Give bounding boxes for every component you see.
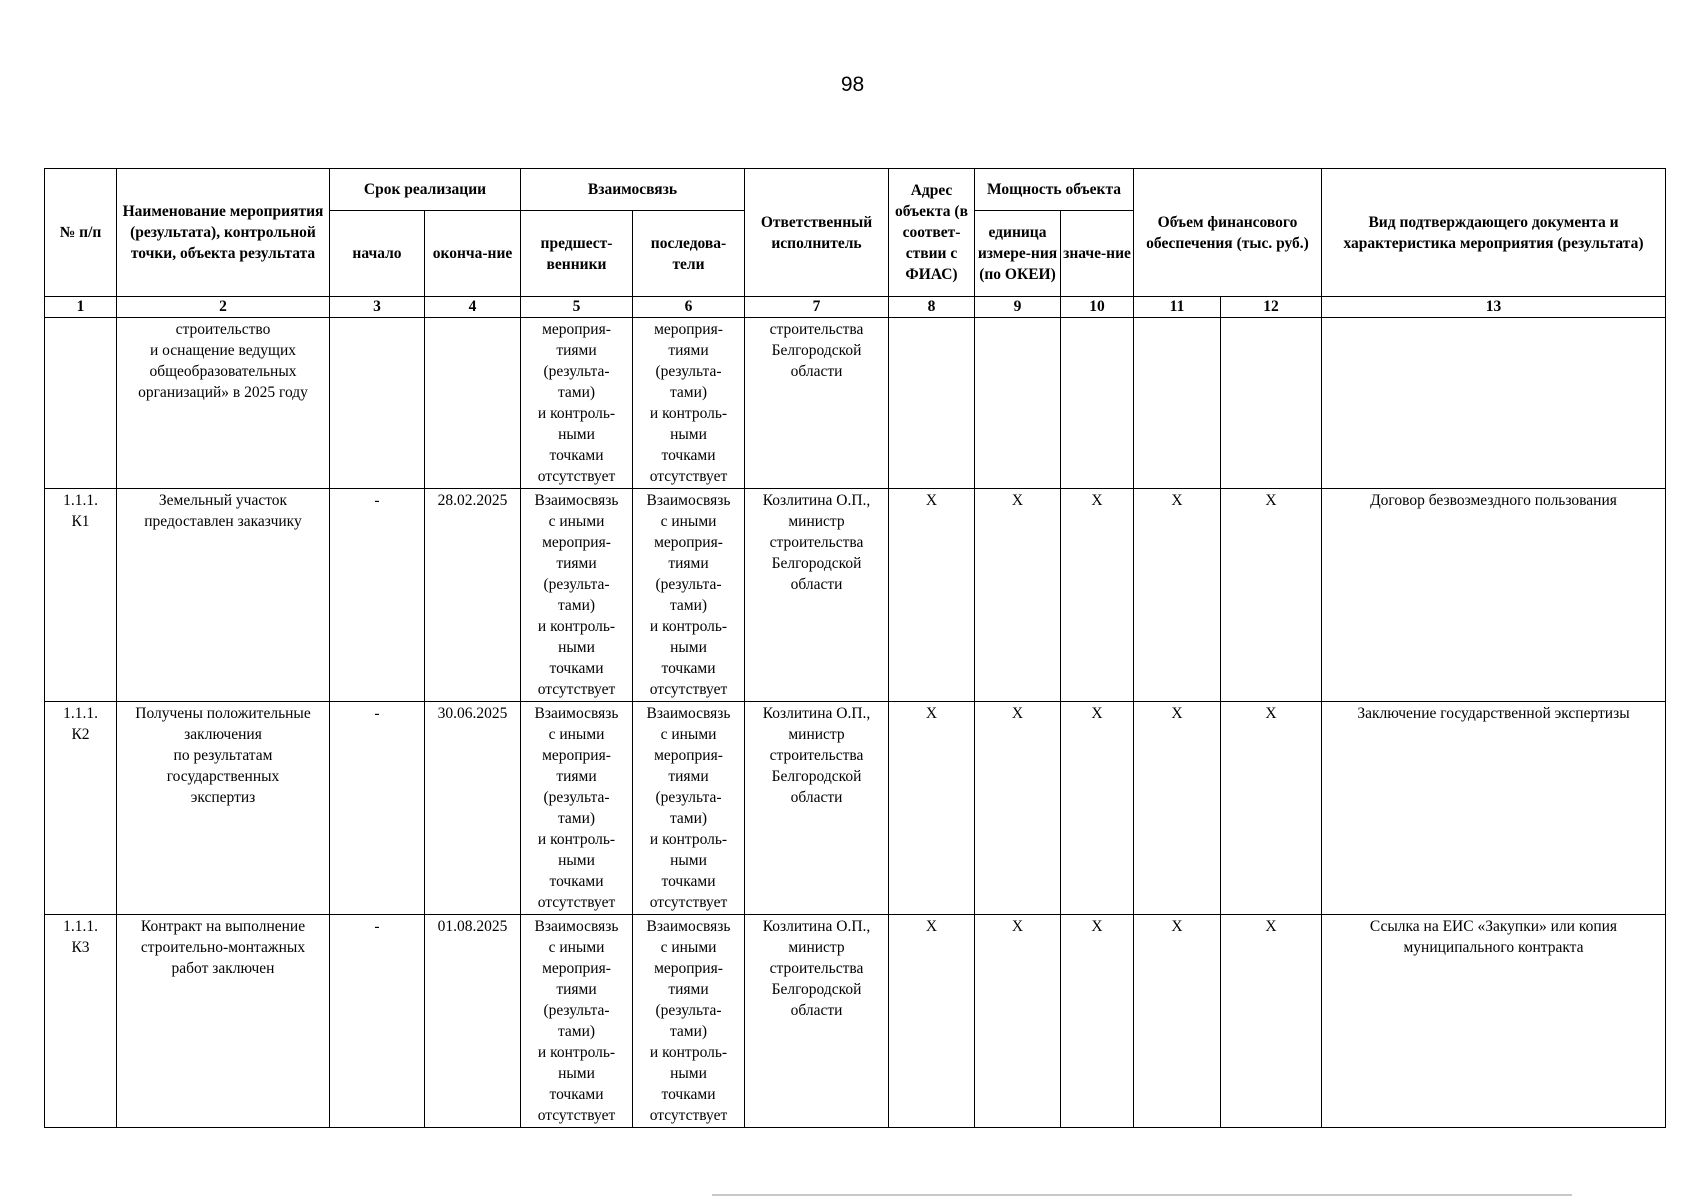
cell-line: строительства — [769, 321, 864, 338]
cell-line: (результа- — [655, 363, 722, 380]
cell-line: отсутствует — [649, 681, 728, 698]
cell-line: отсутствует — [649, 1107, 728, 1124]
cell-line: отсутствует — [537, 1107, 616, 1124]
cell-line: министр — [788, 726, 845, 743]
cell-line: и контроль- — [537, 405, 616, 422]
cell-line: министр — [788, 513, 845, 530]
column-number: 12 — [1221, 297, 1322, 318]
cell-line: Козлитина О.П., — [762, 492, 871, 509]
cell-successors — [633, 318, 745, 489]
table-row — [45, 915, 1666, 1128]
cell-line: точками — [549, 1086, 604, 1103]
cell-value — [1061, 318, 1134, 489]
cell-line: и контроль- — [649, 405, 728, 422]
cell-name — [117, 915, 330, 1128]
cell-successors — [633, 915, 745, 1128]
cell-no — [45, 318, 117, 489]
cell-line: тами) — [557, 384, 596, 401]
cell-line: предоставлен заказчику — [144, 513, 302, 530]
cell-line: строительства — [769, 747, 864, 764]
cell-predecessors — [521, 702, 633, 915]
cell-line: мероприя- — [542, 321, 611, 338]
cell-address: X — [889, 489, 975, 702]
header-name: Наименование мероприятия (результата), контрольной точки, объекта результата — [117, 169, 330, 297]
column-number: 1 — [45, 297, 117, 318]
column-number: 9 — [975, 297, 1061, 318]
cell-line: (результа- — [543, 1002, 610, 1019]
table-row — [45, 318, 1666, 489]
cell-line: и контроль- — [537, 831, 616, 848]
cell-predecessors — [521, 915, 633, 1128]
cell-line: экспертиз — [190, 789, 256, 806]
cell-start: - — [330, 702, 425, 915]
cell-line: Взаимосвязь — [646, 705, 731, 722]
column-number: 2 — [117, 297, 330, 318]
cell-line: 1.1.1. — [63, 705, 98, 722]
cell-responsible — [745, 489, 889, 702]
cell-line: и контроль- — [537, 1044, 616, 1061]
cell-line: тами) — [557, 597, 596, 614]
cell-line: тами) — [669, 597, 708, 614]
cell-line: точками — [549, 447, 604, 464]
cell-line: мероприя- — [654, 960, 723, 977]
cell-line: тиями — [556, 768, 597, 785]
cell-line: точками — [661, 1086, 716, 1103]
cell-line: мероприя- — [542, 960, 611, 977]
cell-start: - — [330, 489, 425, 702]
cell-line: тами) — [669, 384, 708, 401]
cell-line: с иными — [548, 513, 605, 530]
cell-line: тиями — [556, 555, 597, 572]
cell-line: тами) — [557, 1023, 596, 1040]
cell-line: 1.1.1. — [63, 492, 98, 509]
cell-line: работ заключен — [171, 960, 275, 977]
cell-line: с иными — [548, 726, 605, 743]
header-address: Адрес объекта (в соответ-ствии с ФИАС) — [889, 169, 975, 297]
cell-line: области — [790, 576, 843, 593]
cell-line: Получены положительные — [135, 705, 311, 722]
column-number: 10 — [1061, 297, 1134, 318]
cell-line: мероприя- — [542, 747, 611, 764]
cell-no — [45, 702, 117, 915]
column-number: 3 — [330, 297, 425, 318]
cell-document — [1322, 318, 1666, 489]
cell-unit: X — [975, 915, 1061, 1128]
cell-line: (результа- — [543, 576, 610, 593]
cell-predecessors — [521, 489, 633, 702]
cell-line: тиями — [668, 555, 709, 572]
column-number: 4 — [425, 297, 521, 318]
cell-line: Земельный участок — [158, 492, 288, 509]
cell-line: Белгородской — [771, 342, 862, 359]
cell-line: тиями — [668, 981, 709, 998]
cell-line: отсутствует — [537, 681, 616, 698]
cell-line: с иными — [660, 726, 717, 743]
cell-line: ными — [558, 639, 595, 656]
cell-name — [117, 318, 330, 489]
cell-line: К1 — [71, 513, 90, 530]
cell-line: (результа- — [543, 363, 610, 380]
cell-line: и контроль- — [649, 831, 728, 848]
header-period: Срок реализации — [330, 169, 521, 211]
cell-end: 30.06.2025 — [425, 702, 521, 915]
header-responsible: Ответственный исполнитель — [745, 169, 889, 297]
cell-line: государственных — [166, 768, 280, 785]
cell-line: строительно-монтажных — [140, 939, 306, 956]
cell-line: Белгородской — [771, 981, 862, 998]
cell-finance-1: X — [1134, 915, 1221, 1128]
cell-line: мероприя- — [654, 534, 723, 551]
cell-name — [117, 702, 330, 915]
cell-start — [330, 318, 425, 489]
cell-line: ными — [558, 852, 595, 869]
cell-line: и контроль- — [649, 618, 728, 635]
cell-line: тиями — [668, 768, 709, 785]
column-number: 8 — [889, 297, 975, 318]
cell-line: по результатам — [173, 747, 273, 764]
plan-table — [44, 168, 1666, 1128]
cell-line: заключения — [184, 726, 262, 743]
cell-end: 28.02.2025 — [425, 489, 521, 702]
cell-line: с иными — [660, 513, 717, 530]
cell-line: мероприя- — [654, 321, 723, 338]
cell-responsible — [745, 318, 889, 489]
cell-line: ными — [670, 639, 707, 656]
scan-edge-line — [712, 1194, 1572, 1196]
header-no: № п/п — [45, 169, 117, 297]
cell-line: отсутствует — [649, 468, 728, 485]
cell-line: отсутствует — [537, 468, 616, 485]
cell-line: Взаимосвязь — [534, 492, 619, 509]
cell-no — [45, 489, 117, 702]
cell-successors — [633, 702, 745, 915]
cell-finance-2: X — [1221, 702, 1322, 915]
cell-line: ными — [670, 1065, 707, 1082]
cell-successors — [633, 489, 745, 702]
cell-line: ными — [670, 852, 707, 869]
cell-line: (результа- — [655, 1002, 722, 1019]
column-number: 6 — [633, 297, 745, 318]
cell-finance-2: X — [1221, 915, 1322, 1128]
cell-value: X — [1061, 915, 1134, 1128]
cell-line: и контроль- — [537, 618, 616, 635]
cell-line: точками — [549, 660, 604, 677]
cell-line: тами) — [557, 810, 596, 827]
cell-line: отсутствует — [537, 894, 616, 911]
cell-value: X — [1061, 702, 1134, 915]
cell-finance-1: X — [1134, 489, 1221, 702]
header-row-1 — [45, 169, 1666, 211]
cell-line: К2 — [71, 726, 90, 743]
cell-no — [45, 915, 117, 1128]
cell-line: Взаимосвязь — [534, 705, 619, 722]
cell-line: мероприя- — [542, 534, 611, 551]
cell-address — [889, 318, 975, 489]
cell-end — [425, 318, 521, 489]
cell-finance-2 — [1221, 318, 1322, 489]
cell-line: организаций» в 2025 году — [138, 384, 308, 401]
cell-responsible — [745, 915, 889, 1128]
cell-line: отсутствует — [649, 894, 728, 911]
header-period-start: начало — [330, 211, 425, 297]
column-numbers-row — [45, 297, 1666, 318]
cell-line: строительства — [769, 534, 864, 551]
header-document: Вид подтверждающего документа и характеристика мероприятия (результата) — [1322, 169, 1666, 297]
cell-line: ными — [558, 426, 595, 443]
cell-name — [117, 489, 330, 702]
cell-finance-1: X — [1134, 702, 1221, 915]
column-number: 7 — [745, 297, 889, 318]
cell-line: области — [790, 363, 843, 380]
cell-line: тиями — [556, 981, 597, 998]
cell-line: (результа- — [543, 789, 610, 806]
cell-unit: X — [975, 489, 1061, 702]
cell-address: X — [889, 702, 975, 915]
cell-line: области — [790, 789, 843, 806]
cell-line: тами) — [669, 1023, 708, 1040]
cell-line: строительства — [769, 960, 864, 977]
cell-line: тами) — [669, 810, 708, 827]
cell-line: мероприя- — [654, 747, 723, 764]
cell-line: Козлитина О.П., — [762, 918, 871, 935]
cell-line: К3 — [71, 939, 90, 956]
cell-line: Взаимосвязь — [534, 918, 619, 935]
header-capacity-unit: единица измере-ния (по ОКЕИ) — [975, 211, 1061, 297]
cell-start: - — [330, 915, 425, 1128]
cell-document: Заключение государственной экспертизы — [1322, 702, 1666, 915]
cell-line: 1.1.1. — [63, 918, 98, 935]
column-number: 13 — [1322, 297, 1666, 318]
cell-line: (результа- — [655, 576, 722, 593]
cell-predecessors — [521, 318, 633, 489]
cell-line: с иными — [660, 939, 717, 956]
cell-value: X — [1061, 489, 1134, 702]
header-finance: Объем финансового обеспечения (тыс. руб.) — [1134, 169, 1322, 297]
cell-line: общеобразовательных — [149, 363, 297, 380]
cell-line: области — [790, 1002, 843, 1019]
cell-line: и контроль- — [649, 1044, 728, 1061]
column-number: 11 — [1134, 297, 1221, 318]
cell-unit: X — [975, 702, 1061, 915]
page-number: 98 — [840, 73, 865, 96]
cell-finance-1 — [1134, 318, 1221, 489]
cell-line: с иными — [548, 939, 605, 956]
header-relation-prev: предшест-венники — [521, 211, 633, 297]
cell-line: точками — [661, 660, 716, 677]
cell-line: Взаимосвязь — [646, 918, 731, 935]
table-body — [45, 318, 1666, 1128]
cell-line: Взаимосвязь — [646, 492, 731, 509]
cell-responsible — [745, 702, 889, 915]
header-capacity: Мощность объекта — [975, 169, 1134, 211]
cell-line: и оснащение ведущих — [149, 342, 297, 359]
table-row — [45, 489, 1666, 702]
cell-line: тиями — [668, 342, 709, 359]
cell-unit — [975, 318, 1061, 489]
cell-line: ными — [558, 1065, 595, 1082]
cell-line: точками — [661, 873, 716, 890]
cell-line: Контракт на выполнение — [140, 918, 306, 935]
cell-finance-2: X — [1221, 489, 1322, 702]
cell-document: Ссылка на ЕИС «Закупки» или копия муниципального контракта — [1322, 915, 1666, 1128]
cell-line: Белгородской — [771, 768, 862, 785]
cell-address: X — [889, 915, 975, 1128]
cell-line: точками — [549, 873, 604, 890]
header-period-end: оконча-ние — [425, 211, 521, 297]
cell-line: точками — [661, 447, 716, 464]
header-relation-next: последова-тели — [633, 211, 745, 297]
column-number: 5 — [521, 297, 633, 318]
cell-end: 01.08.2025 — [425, 915, 521, 1128]
cell-document: Договор безвозмездного пользования — [1322, 489, 1666, 702]
cell-line: министр — [788, 939, 845, 956]
cell-line: Белгородской — [771, 555, 862, 572]
cell-line: тиями — [556, 342, 597, 359]
cell-line: Козлитина О.П., — [762, 705, 871, 722]
header-capacity-value: значе-ние — [1061, 211, 1134, 297]
cell-line: (результа- — [655, 789, 722, 806]
header-relation: Взаимосвязь — [521, 169, 745, 211]
table-row — [45, 702, 1666, 915]
cell-line: ными — [670, 426, 707, 443]
cell-line: строительство — [175, 321, 271, 338]
